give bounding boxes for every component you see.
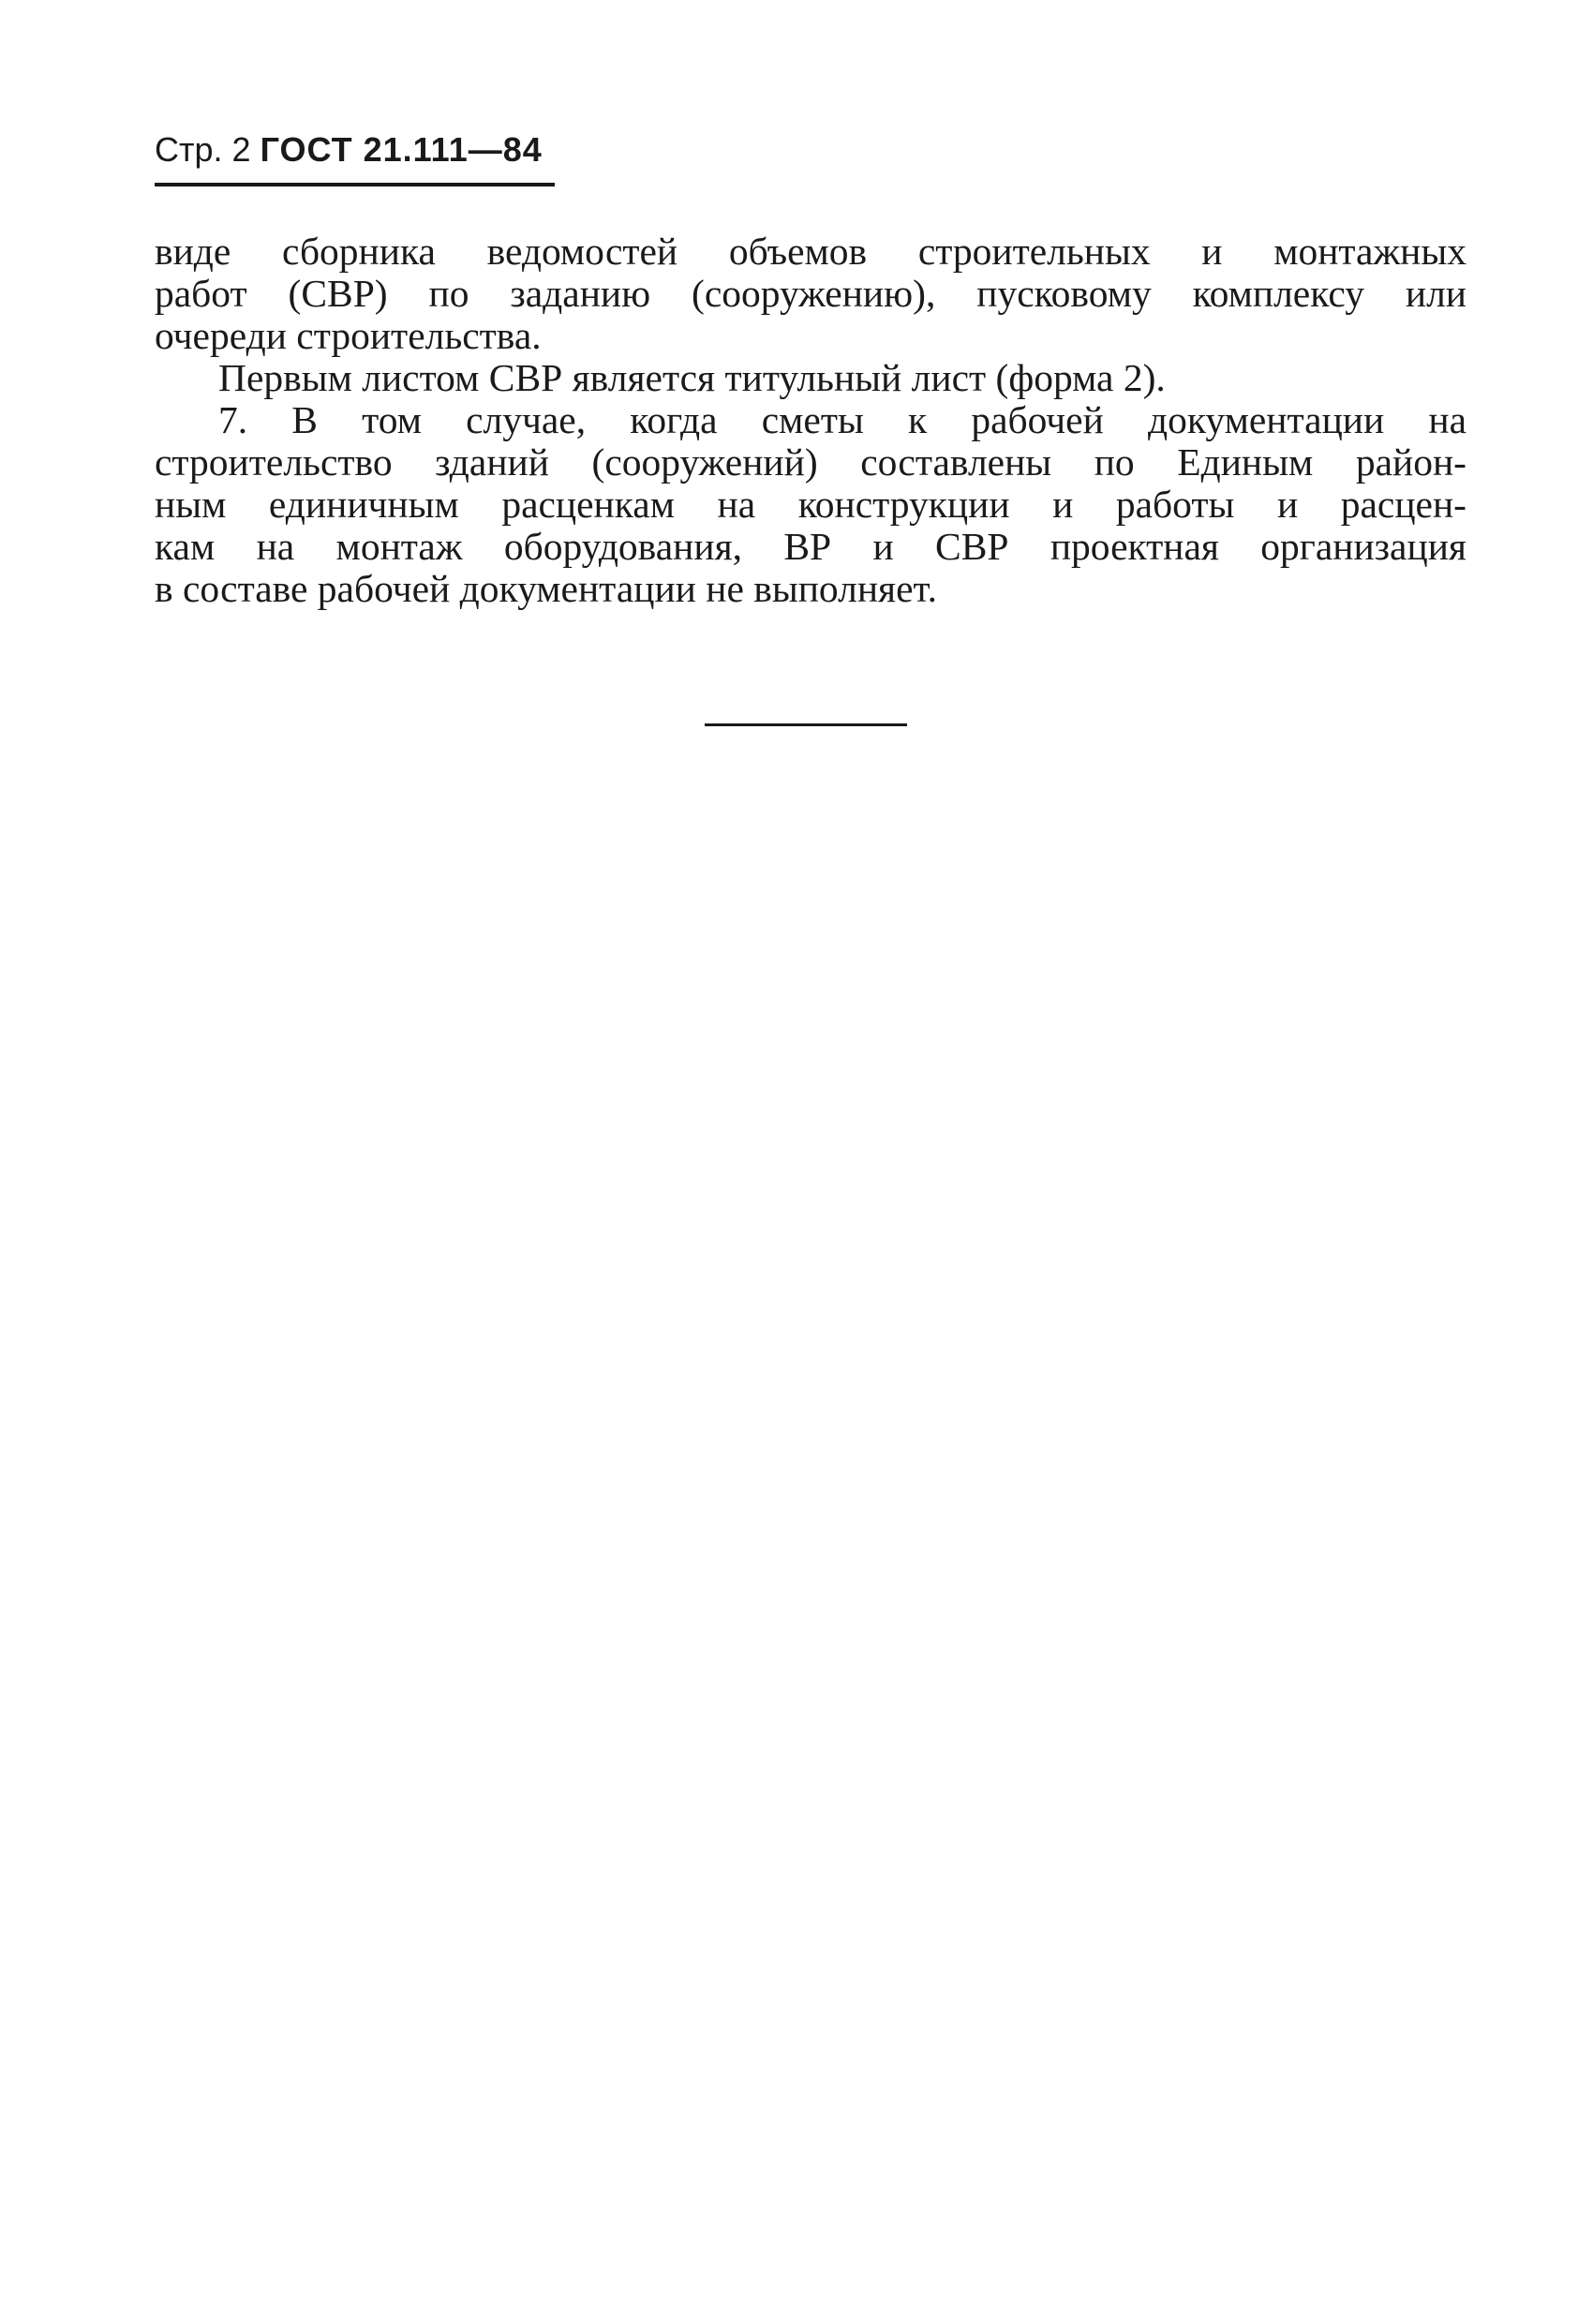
header-rule xyxy=(155,183,555,186)
text-line: ным единичным расценкам на конструкции и работы и расцен- xyxy=(155,483,1466,526)
text-line: работ (СВР) по заданию (сооружению), пусковому комплексу или xyxy=(155,272,1466,315)
text-line: в составе рабочей документации не выполняет. xyxy=(155,567,937,610)
page-number-label: Стр. 2 xyxy=(155,130,251,169)
text-line: очереди строительства. xyxy=(155,314,542,357)
text-line: строительство зданий (сооружений) составлены по Единым район- xyxy=(155,440,1466,484)
text-line: кам на монтаж оборудования, ВР и СВР проектная организация xyxy=(155,525,1466,568)
standard-code: ГОСТ 21.111—84 xyxy=(260,130,543,169)
end-of-text-rule xyxy=(705,723,907,726)
page-header xyxy=(155,129,548,171)
text-line: Первым листом СВР является титульный лист (форма 2). xyxy=(218,356,1166,399)
text-line: 7. В том случае, когда сметы к рабочей документации на xyxy=(218,398,1466,441)
text-line: виде сборника ведомостей объемов строительных и монтажных xyxy=(155,230,1466,273)
document-body xyxy=(155,231,1466,610)
